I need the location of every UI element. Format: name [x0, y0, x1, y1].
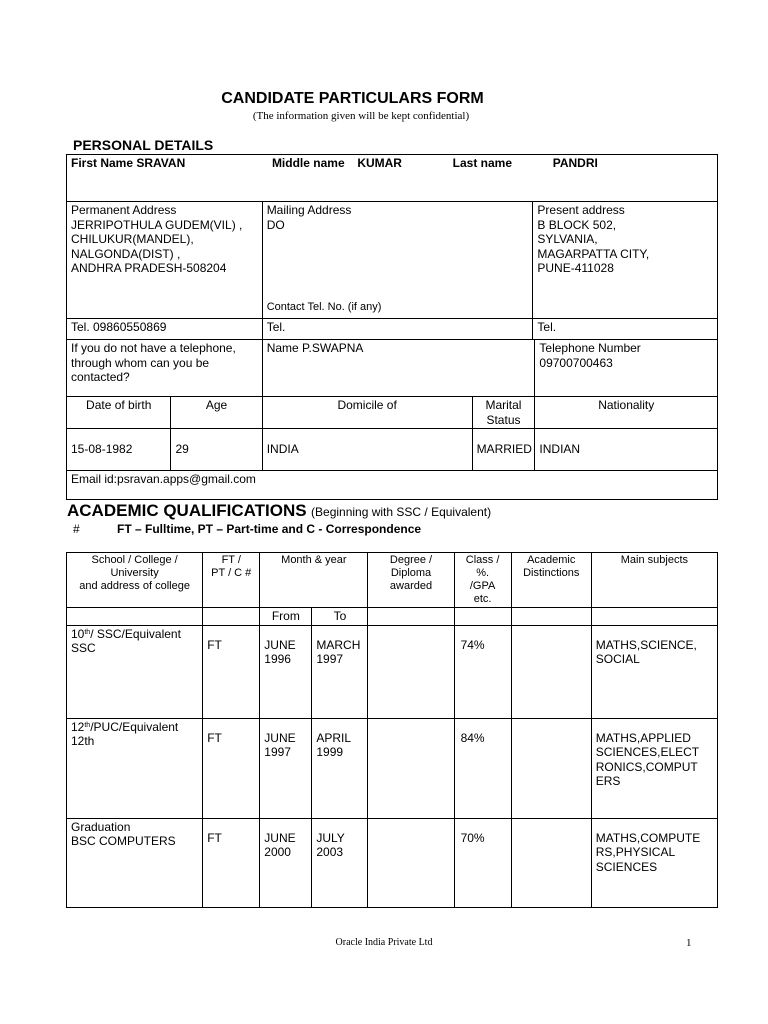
domicile-header: Domicile of	[262, 397, 472, 429]
level-cell	[67, 818, 203, 907]
class-header-line: etc.	[473, 593, 492, 605]
to-cell	[312, 818, 368, 907]
degree-cell	[368, 625, 454, 718]
to-cell	[312, 625, 368, 718]
level-num: 12	[71, 719, 85, 734]
form-title: CANDIDATE PARTICULARS FORM	[221, 90, 484, 107]
degree-cell	[368, 718, 454, 818]
distinctions-cell	[511, 625, 591, 718]
to-month: JULY	[316, 830, 345, 845]
middle-name-value: KUMAR	[357, 156, 402, 170]
level-cell	[67, 625, 203, 718]
middle-name-label: Middle name	[271, 156, 345, 170]
mode-cell: FT	[203, 818, 260, 907]
academic-table	[66, 552, 718, 908]
school-header-line: and address of college	[79, 580, 190, 592]
table-row	[67, 718, 718, 818]
to-year: 1997	[316, 652, 344, 666]
present-address-line: MAGARPATTA CITY,	[537, 246, 650, 261]
permanent-address-label: Permanent Address	[71, 203, 177, 217]
domicile-value: INDIA	[262, 429, 472, 471]
present-address-line: B BLOCK 502,	[537, 217, 617, 232]
school-header-line: School / College /	[91, 554, 178, 566]
contact-tel-label: Contact Tel. No. (if any)	[266, 300, 382, 313]
table-row	[67, 818, 718, 907]
name-row	[67, 155, 718, 202]
subjects-line: SOCIAL	[595, 652, 640, 666]
page-number: 1	[686, 937, 692, 949]
school-header-line: University	[110, 567, 159, 579]
mailing-address-value: DO	[266, 217, 285, 232]
telephone-number-cell	[535, 340, 718, 397]
to-header: To	[312, 608, 368, 626]
level-cell	[67, 718, 203, 818]
subheader-blank	[67, 608, 203, 626]
mailing-address-label: Mailing Address	[266, 203, 352, 217]
to-month: APRIL	[316, 730, 352, 745]
permanent-address-line: NALGONDA(DIST) ,	[71, 246, 181, 261]
subjects-cell	[591, 718, 717, 818]
present-address-cell	[533, 202, 718, 319]
academic-heading-title: ACADEMIC QUALIFICATIONS	[67, 501, 307, 520]
subheader-blank	[368, 608, 454, 626]
from-header: From	[260, 608, 312, 626]
from-month: JUNE	[264, 730, 296, 745]
marital-status-header: Marital Status	[472, 397, 535, 429]
mode-cell: FT	[203, 625, 260, 718]
age-value: 29	[171, 429, 262, 471]
class-header-line: /GPA	[469, 580, 496, 592]
subheader-blank	[454, 608, 511, 626]
level-sup: th	[84, 628, 91, 636]
last-name-label: Last name	[452, 156, 513, 170]
level-label	[71, 627, 198, 642]
subjects-line: RONICS,COMPUT	[595, 759, 698, 774]
nationality-header: Nationality	[535, 397, 718, 429]
from-month: JUNE	[264, 830, 296, 845]
to-year: 1999	[316, 745, 344, 759]
footer-company: Oracle India Private Ltd	[335, 937, 433, 948]
legend-text: FT – Fulltime, PT – Part-time and C - Correspondence	[117, 522, 422, 536]
subjects-line: ERS	[595, 774, 621, 788]
qualification-name: 12th	[71, 734, 95, 748]
no-telephone-line: through whom can you be	[71, 355, 210, 370]
telephone-number-label: Telephone Number	[539, 341, 641, 355]
present-address-label: Present address	[537, 203, 625, 217]
mode-header	[203, 553, 260, 608]
distinctions-cell	[511, 818, 591, 907]
class-header-line: Class /	[465, 554, 500, 566]
qualification-name: SSC	[71, 641, 96, 655]
from-month: JUNE	[264, 637, 296, 652]
telephone-number-value: 09700700463	[539, 355, 613, 370]
to-year: 2003	[316, 845, 344, 859]
distinctions-header	[511, 553, 591, 608]
marital-status-value: MARRIED	[472, 429, 535, 471]
from-year: 1996	[264, 652, 291, 666]
degree-cell	[368, 818, 454, 907]
personal-details-heading: PERSONAL DETAILS	[73, 137, 214, 153]
mode-header-line: PT / C #	[211, 567, 252, 579]
degree-header	[368, 553, 454, 608]
subjects-line: SCIENCES,ELECT	[595, 745, 700, 759]
email-cell: Email id:psravan.apps@gmail.com	[67, 471, 718, 500]
class-header-line: %.	[476, 567, 490, 579]
mode-header-line: FT /	[221, 554, 241, 566]
academic-heading	[67, 501, 491, 521]
nationality-value: INDIAN	[535, 429, 718, 471]
class-cell: 74%	[454, 625, 511, 718]
from-cell	[260, 818, 312, 907]
no-telephone-line: If you do not have a telephone,	[71, 341, 236, 355]
from-year: 2000	[264, 845, 291, 859]
contact-person-name: Name P.SWAPNA	[262, 340, 535, 397]
subjects-line: MATHS,APPLIED	[595, 730, 691, 745]
class-cell: 70%	[454, 818, 511, 907]
no-telephone-line: contacted?	[71, 370, 130, 384]
from-year: 1997	[264, 745, 291, 759]
class-cell: 84%	[454, 718, 511, 818]
level-rest: /PUC/Equivalent	[90, 719, 179, 734]
level-label	[71, 720, 198, 735]
first-name: First Name SRAVAN	[71, 156, 186, 170]
table-row	[67, 625, 718, 718]
mode-legend	[73, 522, 421, 536]
present-address-line: SYLVANIA,	[537, 232, 598, 246]
subjects-line: MATHS,COMPUTE	[595, 830, 701, 845]
degree-header-line: awarded	[389, 580, 433, 592]
to-month: MARCH	[316, 637, 361, 652]
mailing-address-cell	[262, 202, 533, 319]
qualification-name: BSC COMPUTERS	[71, 834, 176, 848]
last-name-value: PANDRI	[552, 156, 598, 170]
personal-details-table	[66, 154, 718, 500]
age-header: Age	[171, 397, 262, 429]
degree-header-line: Degree /	[389, 554, 433, 566]
subheader-blank	[591, 608, 717, 626]
distinctions-cell	[511, 718, 591, 818]
subheader-blank	[511, 608, 591, 626]
academic-heading-note: (Beginning with SSC / Equivalent)	[311, 505, 492, 519]
subjects-cell	[591, 625, 717, 718]
subjects-header: Main subjects	[591, 553, 717, 608]
form-subtitle: (The information given will be kept confidential)	[252, 110, 470, 122]
no-telephone-question	[67, 340, 263, 397]
dob-header: Date of birth	[67, 397, 171, 429]
subheader-blank	[203, 608, 260, 626]
subjects-line: RS,PHYSICAL	[595, 845, 676, 859]
distinctions-header-line: Academic	[527, 554, 576, 566]
permanent-address-cell	[67, 202, 263, 319]
distinctions-header-line: Distinctions	[523, 567, 580, 579]
subjects-cell	[591, 818, 717, 907]
level-label	[71, 820, 198, 835]
level-num: 10	[71, 626, 85, 641]
tel-present: Tel.	[533, 319, 718, 340]
subjects-line: MATHS,SCIENCE,	[595, 637, 697, 652]
permanent-address-line: JERRIPOTHULA GUDEM(VIL) ,	[71, 217, 243, 232]
from-cell	[260, 718, 312, 818]
tel-permanent: Tel. 09860550869	[67, 319, 263, 340]
degree-header-line: Diploma	[390, 567, 432, 579]
to-cell	[312, 718, 368, 818]
permanent-address-line: CHILUKUR(MANDEL),	[71, 232, 194, 246]
class-header	[454, 553, 511, 608]
month-year-header: Month & year	[260, 553, 368, 608]
level-sup: th	[84, 721, 91, 729]
level-num: Graduation	[71, 819, 131, 834]
level-rest: / SSC/Equivalent	[90, 626, 181, 641]
present-address-line: PUNE-411028	[537, 261, 614, 275]
mode-cell: FT	[203, 718, 260, 818]
dob-value: 15-08-1982	[67, 429, 171, 471]
permanent-address-line: ANDHRA PRADESH-508204	[71, 261, 227, 275]
tel-mailing: Tel.	[262, 319, 533, 340]
school-header	[67, 553, 203, 608]
legend-hash: #	[73, 522, 80, 536]
subjects-line: SCIENCES	[595, 859, 658, 874]
from-cell	[260, 625, 312, 718]
